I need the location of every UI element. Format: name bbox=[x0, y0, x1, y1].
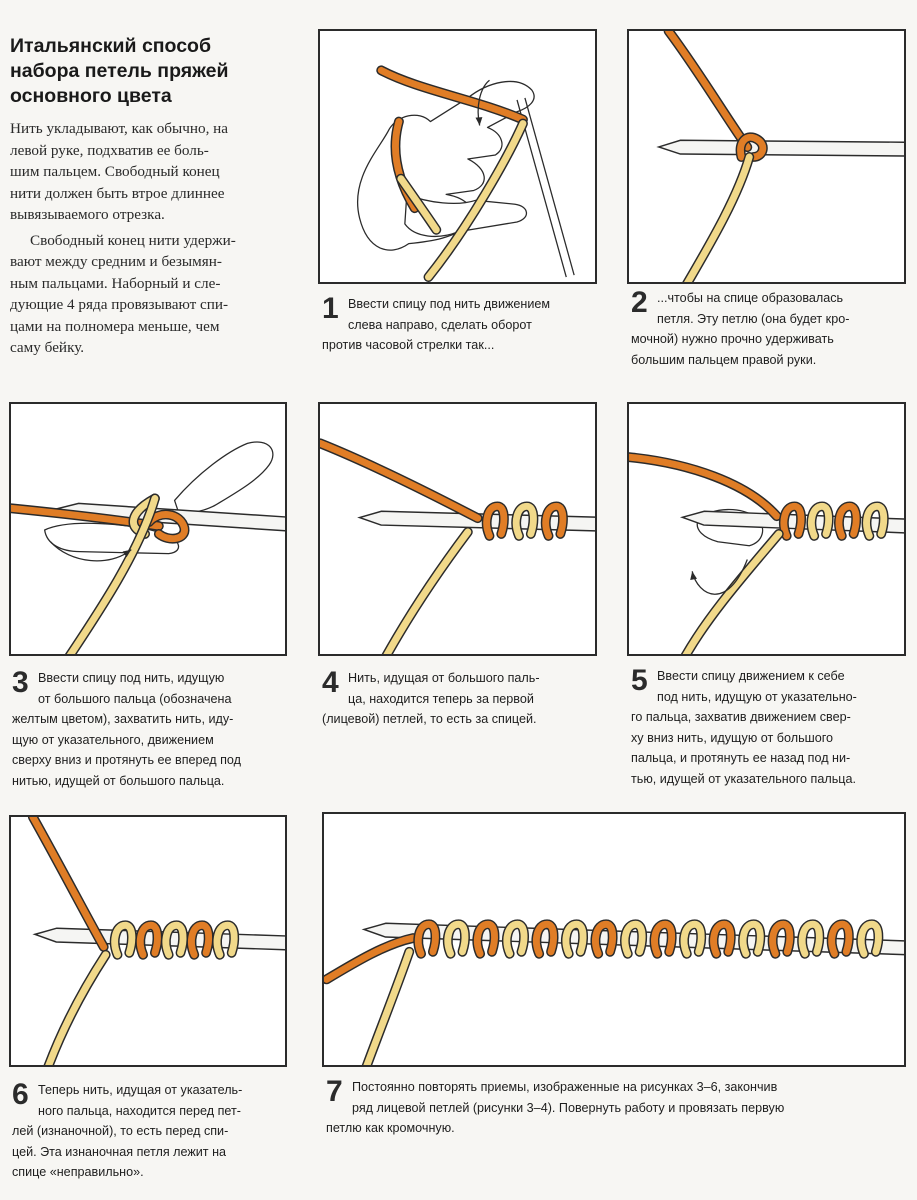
step-text-line: ху вниз нить, идущую от большого bbox=[631, 730, 834, 745]
main-yarn bbox=[33, 817, 104, 947]
step-text bbox=[631, 666, 911, 789]
step-text-line: петлю как кромочную. bbox=[326, 1121, 455, 1135]
step-text-line: Ввести спицу под нить движением bbox=[348, 297, 551, 311]
right-finger bbox=[175, 442, 273, 513]
knitting-needle bbox=[659, 140, 904, 156]
intro-paragraph-2-line: дующие 4 ряда провязывают спи- bbox=[10, 296, 229, 313]
step-text bbox=[631, 288, 911, 370]
illustration-drawing bbox=[320, 31, 595, 282]
step-text-line: цей. Эта изнаночная петля лежит на bbox=[12, 1144, 227, 1159]
step-text-line: ца, находится теперь за первой bbox=[348, 691, 534, 706]
step-5-caption bbox=[631, 666, 911, 789]
page-title: Итальянский способ набора петель пряжей основного цвета bbox=[10, 35, 229, 107]
intro-paragraph-2-line: Свободный конец нити удержи- bbox=[30, 231, 236, 249]
step-7-caption bbox=[326, 1077, 911, 1139]
illustration-drawing bbox=[629, 31, 904, 282]
illustration-5 bbox=[627, 402, 906, 656]
step-text-line: от большого пальца (обозначена bbox=[38, 691, 232, 706]
step-text-line: мочной) нужно прочно удерживать bbox=[631, 332, 834, 346]
illustration-drawing bbox=[11, 404, 285, 654]
illustration-drawing bbox=[629, 404, 904, 654]
illustration-drawing bbox=[11, 817, 285, 1065]
step-text bbox=[12, 668, 302, 791]
direction-arrow-head bbox=[690, 571, 697, 580]
contrast-yarn bbox=[684, 534, 778, 654]
step-text bbox=[12, 1080, 302, 1183]
illustration-2 bbox=[627, 29, 906, 284]
illustration-drawing bbox=[320, 404, 595, 654]
step-text bbox=[322, 668, 612, 730]
step-text-line: сверху вниз и протянуть ее вперед под bbox=[12, 753, 242, 767]
step-number: 4 bbox=[322, 666, 339, 699]
step-text-line: спице «неправильно». bbox=[12, 1165, 144, 1179]
step-text bbox=[326, 1077, 911, 1139]
step-1-caption bbox=[322, 294, 612, 356]
intro-paragraph-1-line: вывязываемого отрезка. bbox=[10, 206, 165, 223]
step-text-line: щую от указательного, движением bbox=[12, 732, 214, 747]
contrast-yarn bbox=[385, 532, 468, 654]
illustration-4 bbox=[318, 402, 597, 656]
intro-paragraph-1-line: нити должен быть втрое длиннее bbox=[10, 184, 225, 202]
needle-line bbox=[525, 98, 574, 275]
illustration-3 bbox=[9, 402, 287, 656]
step-number: 2 bbox=[631, 286, 648, 319]
intro-paragraph-2 bbox=[10, 230, 292, 359]
illustration-6 bbox=[9, 815, 287, 1067]
intro-paragraph-2-line: саму бейку. bbox=[10, 339, 85, 356]
step-text-line: петля. Эту петлю (она будет кро- bbox=[657, 311, 850, 326]
step-number: 3 bbox=[12, 666, 29, 699]
step-text-line: пальца, и протянуть ее назад под ни- bbox=[631, 751, 851, 765]
step-number: 6 bbox=[12, 1078, 29, 1111]
intro-paragraph-1-line: шим пальцем. Свободный конец bbox=[10, 163, 220, 180]
step-text-line: го пальца, захватив движением свер- bbox=[631, 710, 851, 724]
step-6-caption bbox=[12, 1080, 302, 1183]
step-text-line: нитью, идущей от большого пальца. bbox=[12, 773, 225, 788]
intro-text bbox=[10, 118, 292, 359]
step-text-line: желтым цветом), захватить нить, иду- bbox=[12, 712, 234, 726]
step-text-line: Нить, идущая от большого паль- bbox=[348, 671, 540, 685]
intro-paragraph-2-line: цами на полномера меньше, чем bbox=[10, 317, 220, 335]
main-yarn bbox=[669, 31, 748, 147]
step-text-line: Постоянно повторять приемы, изображенные на рисунках 3–6, закончив bbox=[352, 1080, 778, 1094]
step-text-line: лей (изнаночной), то есть перед спи- bbox=[12, 1124, 229, 1138]
main-yarn bbox=[320, 443, 477, 518]
step-text-line: ного пальца, находится перед пет- bbox=[38, 1103, 241, 1118]
step-text-line: ...чтобы на спице образовалась bbox=[657, 291, 844, 305]
step-text-line: Ввести спицу движением к себе bbox=[657, 669, 845, 683]
contrast-yarn bbox=[366, 952, 409, 1065]
step-text-line: тью, идущей от указательного пальца. bbox=[631, 771, 857, 786]
step-text-line: большим пальцем правой руки. bbox=[631, 352, 817, 367]
illustration-7 bbox=[322, 812, 906, 1067]
main-yarn-outline bbox=[629, 457, 777, 516]
intro-paragraph-2-line: ным пальцами. Наборный и сле- bbox=[10, 274, 221, 292]
step-text-line: ряд лицевой петлей (рисунки 3–4). Повернуть работу и провязать первую bbox=[352, 1100, 785, 1115]
main-yarn bbox=[629, 457, 777, 516]
step-text-line: Ввести спицу под нить, идущую bbox=[38, 671, 225, 685]
intro-paragraph-1-line: левой руке, подхватив ее боль- bbox=[10, 141, 209, 159]
step-4-caption bbox=[322, 668, 612, 730]
step-text-line: (лицевой) петлей, то есть за спицей. bbox=[322, 712, 537, 726]
step-text-line: слева направо, сделать оборот bbox=[348, 317, 532, 332]
intro-paragraph-1 bbox=[10, 118, 292, 226]
intro-paragraph-2-line: вают между средним и безымян- bbox=[10, 253, 222, 270]
illustration-1 bbox=[318, 29, 597, 284]
illustration-drawing bbox=[324, 814, 904, 1065]
step-number: 7 bbox=[326, 1075, 343, 1108]
step-text-line: Теперь нить, идущая от указатель- bbox=[38, 1083, 243, 1097]
step-text-line: под нить, идущую от указательно- bbox=[657, 689, 857, 704]
step-text bbox=[322, 294, 612, 356]
step-3-caption bbox=[12, 668, 302, 791]
step-number: 1 bbox=[322, 292, 339, 325]
step-number: 5 bbox=[631, 664, 648, 697]
step-2-caption bbox=[631, 288, 911, 370]
step-text-line: против часовой стрелки так... bbox=[322, 338, 495, 352]
intro-paragraph-1-line: Нить укладывают, как обычно, на bbox=[10, 120, 229, 137]
contrast-yarn bbox=[47, 955, 106, 1065]
